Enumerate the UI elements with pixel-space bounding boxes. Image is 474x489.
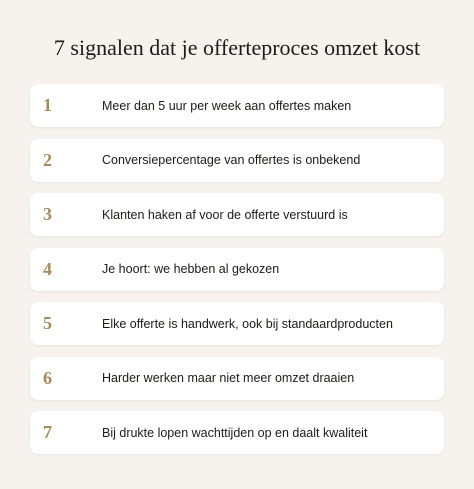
item-text: Harder werken maar niet meer omzet draaien bbox=[102, 371, 355, 385]
item-text: Conversiepercentage van offertes is onbekend bbox=[102, 153, 361, 167]
item-text: Meer dan 5 uur per week aan offertes maken bbox=[102, 98, 352, 113]
item-number: 6 bbox=[43, 367, 52, 388]
item-text: Klanten haken af voor de offerte verstuurd is bbox=[102, 207, 348, 222]
signal-list bbox=[30, 84, 444, 466]
item-number: 7 bbox=[43, 422, 52, 442]
item-number: 5 bbox=[43, 313, 52, 333]
item-text: Elke offerte is handwerk, ook bij standaardproducten bbox=[102, 316, 393, 331]
list-item bbox=[30, 139, 444, 182]
list-item bbox=[30, 357, 444, 400]
list-item bbox=[30, 411, 444, 454]
item-number: 1 bbox=[43, 95, 52, 115]
list-item bbox=[30, 193, 444, 236]
list-item bbox=[30, 84, 444, 127]
list-item bbox=[30, 302, 444, 345]
item-text: Je hoort: we hebben al gekozen bbox=[102, 262, 280, 276]
page-title: 7 signalen dat je offerteproces omzet kost bbox=[53, 35, 421, 60]
item-text: Bij drukte lopen wachttijden op en daalt kwaliteit bbox=[102, 425, 368, 440]
item-number: 2 bbox=[43, 149, 52, 170]
list-item bbox=[30, 248, 444, 291]
item-number: 4 bbox=[43, 258, 52, 279]
item-number: 3 bbox=[43, 204, 52, 224]
